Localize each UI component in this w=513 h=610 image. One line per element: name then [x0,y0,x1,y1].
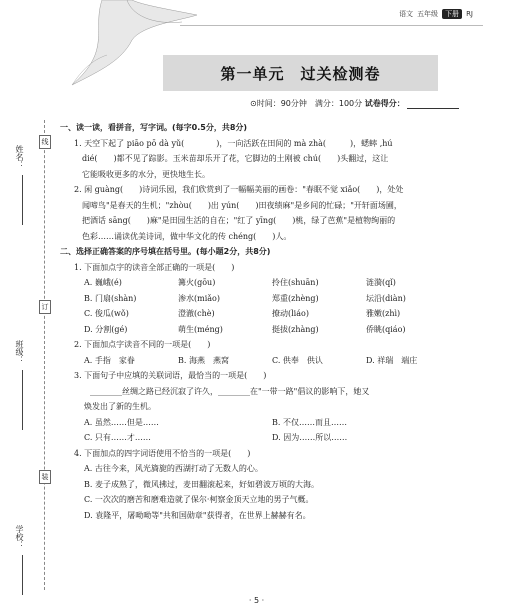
option-row [60,275,460,291]
score-field[interactable] [407,100,459,109]
name-field[interactable] [22,175,23,225]
option: 撩动(liáo) [272,309,309,318]
question-stem: 2. 下面加点字读音不同的一项是( ) [74,340,211,349]
option: B. 门扇(shàn) [84,293,137,303]
cut-mark-line: 线 [39,135,51,149]
option: 渗水(miǎo) [178,293,220,303]
cut-line [44,120,45,590]
school-label: 学校： [15,525,24,549]
option: 坛沿(diàn) [366,293,406,303]
name-label: 姓名： [15,145,24,169]
subject-tag: 语文 [399,10,414,18]
question-line: dié( )都不见了踪影。玉米苗却乐开了花，它脚边的土刚被 chú( )头翻过，这让 [82,154,389,163]
option: D. 分割(gé) [84,324,128,334]
time-score-text: ⊙时间：90分钟 满分：100分 [250,99,363,108]
option: C. 一次次的磨苦和磨难造就了保尔·柯察金顶天立地的男子气概。 [84,495,314,504]
option: A. 手指 家眷 [84,355,135,365]
grade-tag: 五年级 [417,10,439,18]
exam-info [250,98,459,109]
section-heading: 二、选择正确答案的序号填在括号里。(每小题2分，共8分) [60,247,271,256]
option: 侨眺(qiáo) [366,324,406,334]
question-sentence: 焕发出了新的生机。 [84,402,156,411]
option: 雅嫩(zhì) [366,309,401,318]
title-banner [163,55,438,91]
section-heading: 一、读一读，看拼音，写字词。(每字0.5分，共8分) [60,123,248,132]
school-field[interactable] [22,555,23,595]
question-stem: 3. 下面句子中应填的关联词语，最恰当的一项是( ) [74,371,267,380]
option: D. 祥瑞 端庄 [366,355,418,365]
question-stem: 4. 下面加点的四字词语使用不恰当的一项是( ) [74,448,251,458]
edition-tag: RJ [466,10,473,18]
question-line: 把酒话 sāng( )麻"是田园生活的自在；"红了 yīng( )桃，绿了芭蕉"是植物绚丽的 [82,216,396,225]
question-stem: 1. 下面加点字的读音全部正确的一项是( ) [74,262,235,272]
option: A. 古往今来，风光旖旎的西湖打动了无数人的心。 [84,464,263,473]
option: 篝火(gōu) [178,278,216,287]
option-row [60,415,460,431]
option: C. 俊瓜(wǒ) [84,309,129,318]
class-field[interactable] [22,370,23,430]
option-row [60,291,460,307]
question-line: 闻啼鸟"是春天的生机；"zhòu( )出 yún( )田夜绩麻"是乡间的忙碌；"开轩面场圃， [82,200,402,210]
option: C. 供奉 供认 [272,355,323,365]
cut-mark-bind: 订 [39,300,51,314]
option: 拎住(shuān) [272,278,319,287]
score-label: 试卷得分： [364,99,405,108]
question-line: 1. 天空下起了 piāo pō dà yǔ( )，一向活跃在田间的 mà zhà( )，蟋蟀 ,hú [74,138,393,148]
option: B. 不仅……而且…… [272,417,347,427]
option: 萌生(méng) [178,324,223,334]
option: 郑重(zhèng) [272,293,319,303]
question-content [60,120,460,523]
option: D. 袁隆平，屠呦呦等"共和国勋章"获得者，在世界上赫赫有名。 [84,510,311,520]
question-sentence: ________丝绸之路已经沉寂了许久，________在"一带一路"倡议的影响下，她又 [90,386,370,396]
question-line: 它能吸收更多的水分，更快地生长。 [82,169,210,179]
header-divider [180,25,483,26]
cut-mark-pack: 装 [39,470,51,484]
binding-strip [0,0,60,610]
question-line: 色彩……诵读优美诗词，做中华文化的传 chéng( )人。 [82,231,292,241]
option: A. 巍峨(é) [84,278,122,287]
header-tags [399,9,473,19]
option: C. 只有……才…… [84,433,151,442]
class-label: 班级： [15,340,24,364]
option: 挺拔(zhàng) [272,324,319,334]
option-row [60,322,460,338]
option-row [60,353,460,369]
option: D. 因为……所以…… [272,433,348,442]
option-row [60,306,460,322]
option: B. 海燕 燕窝 [178,355,229,365]
page-number: · 5 · [248,596,265,605]
option: A. 虽然……但是…… [84,417,159,427]
option: 涟漪(qǐ) [366,278,396,287]
term-badge: 下册 [442,9,462,19]
question-line: 2. 闲 guàng( )诗词乐园，我们欣赏到了一幅幅美丽的画卷："春眠不觉 xiǎo( )，处处 [74,185,404,194]
page-title: 第一单元 过关检测卷 [220,64,381,83]
option: 澄澈(chè) [178,309,215,318]
option: B. 麦子成熟了，微风拂过，麦田翻滚起来，好如碧波万顷的大海。 [84,479,319,489]
option-row [60,430,460,446]
